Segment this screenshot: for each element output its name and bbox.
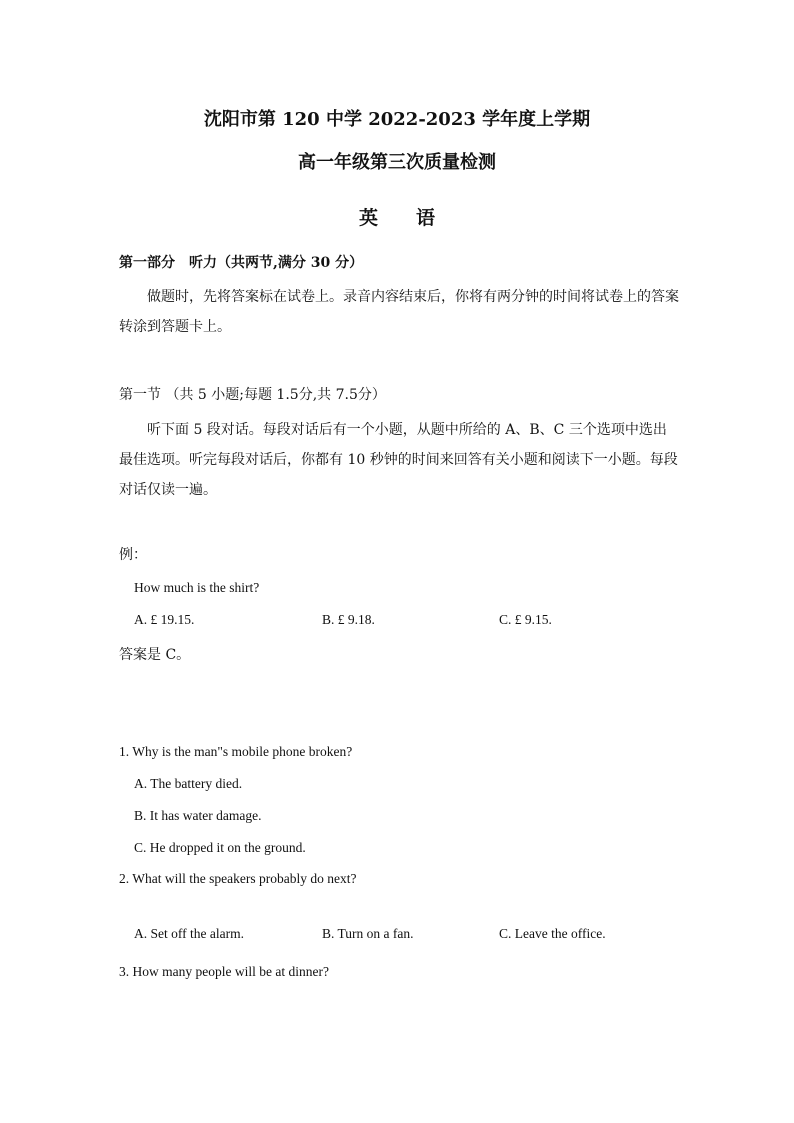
question-2-option-c: C. Leave the office. bbox=[499, 926, 606, 941]
exam-title: 沈阳市第 120 中学 2022-2023 学年度上学期 bbox=[203, 109, 591, 130]
section1-heading: 第一节 （共 5 小题;每题 1.5分,共 7.5分） bbox=[119, 387, 386, 403]
subject-title: 英 语 bbox=[358, 207, 435, 229]
question-2-stem: 2. What will the speakers probably do next? bbox=[119, 871, 357, 886]
question-2-option-b: B. Turn on a fan. bbox=[322, 926, 414, 941]
example-question: How much is the shirt? bbox=[134, 580, 260, 595]
example-option-c: C. £ 9.15. bbox=[499, 612, 552, 627]
exam-subtitle: 高一年级第三次质量检测 bbox=[298, 152, 496, 173]
question-1-option-b: B. It has water damage. bbox=[134, 808, 262, 823]
question-1-stem: 1. Why is the man"s mobile phone broken? bbox=[119, 744, 353, 759]
example-label: 例： bbox=[119, 547, 147, 563]
part1-instructions: 做题时，先将答案标在试卷上。录音内容结束后，你将有两分钟的时间将试卷上的答案转涂到答题卡上。 bbox=[119, 289, 679, 335]
part1-heading: 第一部分 听力（共两节,满分 30 分） bbox=[119, 255, 364, 271]
section1-instructions: 听下面 5 段对话。每段对话后有一个小题，从题中所给的 A、B、C 三个选项中选出最佳选项。听完每段对话后，你都有 10 秒钟的时间来回答有关小题和阅读下一小题。每段对话仅读一遍。 bbox=[119, 422, 678, 498]
example-option-b: B. £ 9.18. bbox=[322, 612, 375, 627]
question-2-option-a: A. Set off the alarm. bbox=[134, 926, 244, 941]
question-1-option-c: C. He dropped it on the ground. bbox=[134, 840, 306, 855]
question-3-stem: 3. How many people will be at dinner? bbox=[119, 964, 329, 979]
question-1-option-a: A. The battery died. bbox=[134, 776, 243, 791]
example-option-a: A. £ 19.15. bbox=[134, 612, 195, 627]
example-answer: 答案是 C。 bbox=[119, 647, 191, 663]
